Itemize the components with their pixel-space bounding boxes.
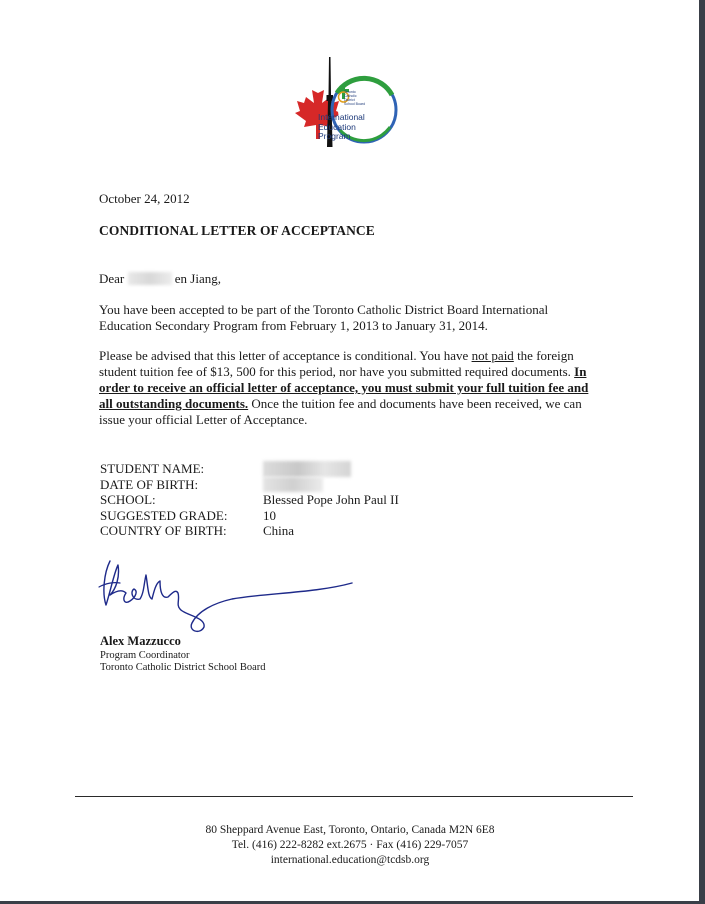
value-student-name: [263, 461, 399, 477]
label-student-name: STUDENT NAME:: [100, 461, 205, 476]
label-date-of-birth: DATE OF BIRTH:: [100, 476, 199, 492]
label-suggested-grade: SUGGESTED GRADE:: [100, 507, 228, 523]
paragraph-acceptance: You have been accepted to be part of the Toronto Catholic District Board International Education Secondary Program from February 1, 2013 to January 31, 2014.: [99, 302, 549, 333]
signatory-name: Alex Mazzucco: [100, 634, 181, 648]
handwritten-signature: [96, 553, 366, 638]
letter-heading: CONDITIONAL LETTER OF ACCEPTANCE: [99, 223, 375, 238]
footer-email: international.education@tcdsb.org: [270, 854, 430, 866]
page-edge-right: [699, 0, 705, 904]
footer-address: 80 Sheppard Avenue East, Toronto, Ontario, Canada M2N 6E8: [205, 824, 495, 836]
label-school: SCHOOL:: [100, 492, 156, 507]
logo-program-text: International Education Program: [318, 112, 365, 141]
footer-divider: [75, 796, 633, 797]
student-info-labels: [100, 461, 227, 539]
value-country: China: [263, 523, 295, 538]
value-school: Blessed Pope John Paul II: [263, 492, 399, 507]
value-date-of-birth: [263, 477, 399, 493]
paragraph-conditions: Please be advised that this letter of acceptance is conditional. You have not paid the foreign student tuition fee of $13, 500 for this period, nor have you submitted required documents. In order to receive an official letter of acceptance, you must submit your full tuition fee and all outstanding documents. Once the tuition fee and documents have been received, we can issue your official Letter of Acceptance.: [99, 348, 589, 427]
footer-phone-fax: Tel. (416) 222-8282 ext.2675 · Fax (416) 229-7057: [231, 839, 469, 851]
signatory-organization: Toronto Catholic District School Board: [100, 662, 266, 673]
salutation: Dear en Jiang,: [99, 271, 221, 286]
signatory-title: Program Coordinator: [100, 650, 190, 661]
redacted-name: [128, 272, 172, 285]
redacted-date-of-birth: [263, 477, 323, 493]
redacted-student-name: [263, 461, 351, 477]
logo-board-text: Toronto Catholic District School Board: [344, 90, 366, 106]
value-grade: 10: [263, 507, 276, 523]
label-country-of-birth: COUNTRY OF BIRTH:: [100, 523, 227, 538]
student-info-values: [263, 461, 399, 539]
letter-date: October 24, 2012: [99, 191, 190, 206]
